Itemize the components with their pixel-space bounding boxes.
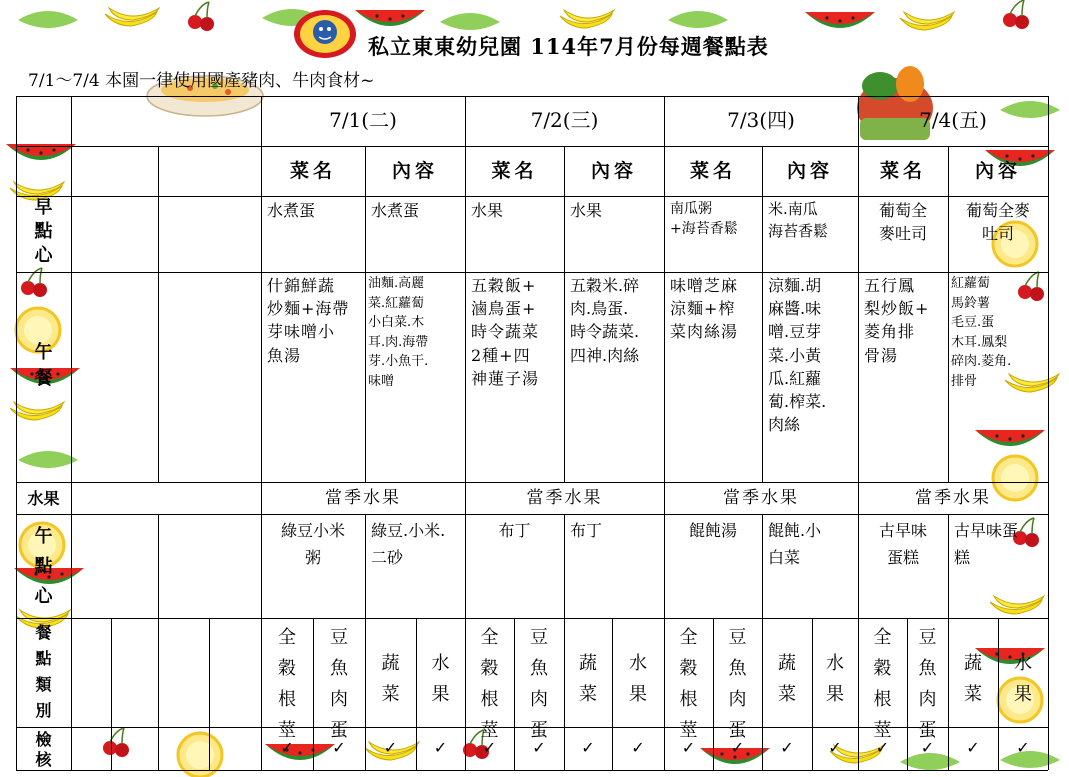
row-label-fruit: 水果 <box>27 489 60 508</box>
grid-line <box>71 514 72 770</box>
lunch-name: 什錦鮮蔬 炒麵+海帶 芽味噌小 魚湯 <box>267 276 350 365</box>
grid-line <box>158 618 159 770</box>
snack-name: 古早味 蛋糕 <box>878 521 927 568</box>
check-mark: ✓ <box>433 738 448 757</box>
grid-line <box>16 514 1048 515</box>
lunch-content: 五穀米.碎 肉.鳥蛋. 時令蔬菜. 四神.肉絲 <box>570 276 640 365</box>
category-label: 蔬 菜 <box>778 653 796 705</box>
grid-line <box>16 196 1048 197</box>
col-header-name: 菜名 <box>689 160 736 182</box>
category-label: 全 穀 根 莖 <box>679 627 698 741</box>
check-mark: ✓ <box>920 738 935 757</box>
lunch-name: 味噌芝麻 涼麵+榨 菜肉絲湯 <box>670 276 739 342</box>
lunch-name: 五穀飯+ 滷鳥蛋+ 時令蔬菜 2種+四 神蓮子湯 <box>471 276 540 388</box>
grid-line <box>16 96 1048 97</box>
check-mark: ✓ <box>681 738 696 757</box>
check-mark: ✓ <box>482 738 497 757</box>
snack-content: 古早味蛋 糕 <box>954 521 1019 568</box>
grid-line <box>16 770 1048 771</box>
row-label-breakfast: 早 點 心 <box>34 197 53 266</box>
fruit-cell: 當季水果 <box>915 488 991 508</box>
snack-content: 綠豆.小米. 二砂 <box>371 521 446 568</box>
check-mark: ✓ <box>966 738 980 757</box>
snack-name: 布丁 <box>498 521 531 540</box>
col-header-name: 菜名 <box>289 160 336 182</box>
snack-name: 餛飩湯 <box>688 521 737 540</box>
check-mark: ✓ <box>730 738 745 757</box>
day-header: 7/1(二) <box>329 108 397 132</box>
check-mark: ✓ <box>383 738 398 757</box>
grid-line <box>16 146 1048 147</box>
lunch-content: 涼麵.胡 麻醬.味 噌.豆芽 菜.小黃 瓜.紅蘿 蔔.榨菜. 肉絲 <box>768 276 827 435</box>
lunch-name: 五行鳳 梨炒飯+ 菱角排 骨湯 <box>864 276 930 365</box>
category-label: 水 果 <box>1014 653 1032 705</box>
day-header: 7/4(五) <box>919 108 987 132</box>
grid-line <box>1048 96 1049 770</box>
lunch-content: 油麵.高麗 菜.紅蘿蔔 小白菜.木 耳.肉.海帶 芽.小魚干. 味噌 <box>368 276 429 389</box>
check-mark: ✓ <box>581 738 595 757</box>
category-label: 豆 魚 肉 蛋 <box>728 627 747 741</box>
breakfast-name: 水煮蛋 <box>267 201 316 220</box>
category-label: 水 果 <box>431 653 450 705</box>
fruit-cell: 當季水果 <box>325 488 401 508</box>
category-label: 豆 魚 肉 蛋 <box>330 627 348 741</box>
row-label-category: 餐 點 類 別 <box>35 623 52 720</box>
grid-line <box>16 618 1048 619</box>
check-mark: ✓ <box>1016 738 1030 757</box>
day-header: 7/3(四) <box>727 108 795 132</box>
day-header: 7/2(三) <box>530 108 599 132</box>
category-label: 豆 魚 肉 蛋 <box>530 627 548 741</box>
check-mark: ✓ <box>631 738 645 757</box>
grid-line <box>111 618 112 770</box>
breakfast-content: 水煮蛋 <box>371 201 420 220</box>
category-label: 蔬 菜 <box>579 653 597 705</box>
row-label-check: 檢 核 <box>35 730 52 769</box>
check-mark: ✓ <box>828 738 842 757</box>
category-label: 全 穀 根 莖 <box>278 627 296 741</box>
col-header-content: 內容 <box>590 160 637 182</box>
category-label: 豆 魚 肉 蛋 <box>918 627 937 741</box>
grid-line <box>71 96 72 514</box>
category-label: 全 穀 根 莖 <box>480 627 499 741</box>
category-label: 水 果 <box>826 653 844 705</box>
breakfast-name: 水果 <box>471 201 504 220</box>
grid-line <box>158 514 159 618</box>
col-header-name: 菜名 <box>491 160 538 182</box>
breakfast-name: 葡萄全 麥吐司 <box>878 201 927 244</box>
snack-name: 綠豆小米 粥 <box>280 521 345 568</box>
col-header-content: 內容 <box>974 160 1021 182</box>
fruit-cell: 當季水果 <box>723 488 799 508</box>
check-mark: ✓ <box>332 738 346 757</box>
check-mark: ✓ <box>875 738 890 757</box>
snack-content: 餛飩.小 白菜 <box>768 521 822 568</box>
breakfast-content: 水果 <box>570 201 603 220</box>
col-header-content: 內容 <box>786 160 833 182</box>
category-label: 全 穀 根 莖 <box>873 627 892 741</box>
check-mark: ✓ <box>280 738 294 757</box>
kindergarten-logo <box>292 8 358 60</box>
col-header-content: 內容 <box>391 160 438 182</box>
check-mark: ✓ <box>780 738 794 757</box>
row-label-snack: 午 點 心 <box>34 526 53 607</box>
category-label: 蔬 菜 <box>381 653 400 705</box>
grid-line <box>158 146 159 482</box>
breakfast-name: 南瓜粥 +海苔香鬆 <box>670 201 738 238</box>
breakfast-content: 米.南瓜 海苔香鬆 <box>768 200 829 240</box>
breakfast-content: 葡萄全麥 吐司 <box>965 201 1030 244</box>
lunch-content: 紅蘿蔔 馬鈴薯 毛豆.蛋 木耳.鳳梨 碎肉.菱角. 排骨 <box>951 276 1012 389</box>
snack-content: 布丁 <box>570 521 603 540</box>
fruit-cell: 當季水果 <box>526 488 603 508</box>
grid-line <box>16 482 1048 483</box>
grid-line <box>209 618 210 770</box>
category-label: 蔬 菜 <box>964 653 982 705</box>
page-title: 私立東東幼兒園 114年7月份每週餐點表 <box>368 34 769 59</box>
check-mark: ✓ <box>532 738 546 757</box>
category-label: 水 果 <box>629 653 647 705</box>
col-header-name: 菜名 <box>879 160 926 182</box>
row-label-lunch: 午 餐 <box>34 342 53 389</box>
meat-origin-note: 7/1～7/4 本園一律使用國產豬肉、牛肉食材~ <box>28 71 375 91</box>
